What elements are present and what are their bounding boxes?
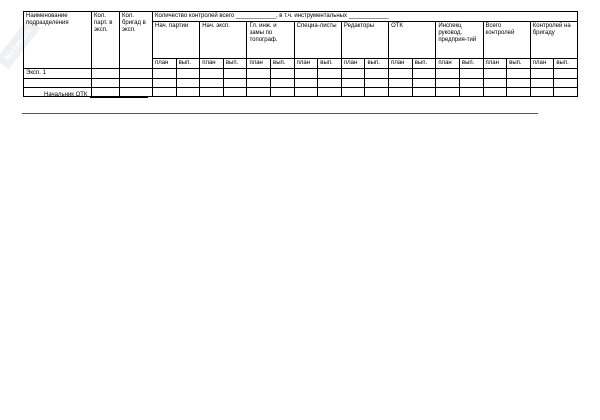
table-cell bbox=[389, 88, 413, 97]
signature-blank bbox=[90, 97, 148, 98]
group-header: Специа-листы bbox=[294, 22, 341, 59]
table-cell bbox=[223, 79, 247, 88]
table-cell bbox=[271, 88, 295, 97]
header-department: Наименование подразделения bbox=[24, 12, 92, 69]
table-cell bbox=[153, 69, 177, 79]
table-cell bbox=[507, 79, 531, 88]
table-cell bbox=[365, 69, 389, 79]
table-cell bbox=[294, 88, 318, 97]
table-cell bbox=[176, 69, 200, 79]
table-cell bbox=[318, 88, 342, 97]
table-cell bbox=[365, 79, 389, 88]
group-header: ОТК bbox=[389, 22, 436, 59]
table-cell bbox=[412, 88, 436, 97]
plan-header: план bbox=[294, 59, 318, 69]
table-cell bbox=[24, 79, 92, 88]
table-cell bbox=[120, 69, 153, 79]
table-cell bbox=[341, 79, 365, 88]
header-row-1 bbox=[24, 12, 578, 22]
table-cell bbox=[92, 69, 120, 79]
table-cell bbox=[365, 88, 389, 97]
group-header: Всего контролей bbox=[483, 22, 530, 59]
table-cell bbox=[153, 88, 177, 97]
table-cell bbox=[271, 69, 295, 79]
done-header: вып. bbox=[507, 59, 531, 69]
plan-header: план bbox=[530, 59, 554, 69]
table-cell bbox=[247, 79, 271, 88]
table-cell bbox=[389, 69, 413, 79]
table-cell bbox=[247, 88, 271, 97]
plan-header: план bbox=[436, 59, 460, 69]
signature-line bbox=[44, 92, 148, 98]
table-cell bbox=[530, 88, 554, 97]
table-row-blank bbox=[24, 79, 578, 88]
table-cell bbox=[459, 88, 483, 97]
done-header: вып. bbox=[554, 59, 578, 69]
group-header: Контролей на бригаду bbox=[530, 22, 577, 59]
table-cell bbox=[271, 79, 295, 88]
table-cell bbox=[223, 69, 247, 79]
table-cell bbox=[530, 79, 554, 88]
header-controls-total: Количество контролей всего ____________, в т.ч. инструментальных ____________ bbox=[153, 12, 578, 22]
done-header: вып. bbox=[271, 59, 295, 69]
plan-header: план bbox=[247, 59, 271, 69]
table-cell bbox=[436, 69, 460, 79]
table-cell bbox=[200, 79, 224, 88]
plan-header: план bbox=[153, 59, 177, 69]
table-cell bbox=[200, 88, 224, 97]
table-cell bbox=[459, 79, 483, 88]
table-cell bbox=[200, 69, 224, 79]
table-cell bbox=[436, 88, 460, 97]
table-cell bbox=[507, 69, 531, 79]
group-header: Гл. инж. и замы по топограф. bbox=[247, 22, 294, 59]
table-cell bbox=[483, 88, 507, 97]
table-cell bbox=[223, 88, 247, 97]
table-cell bbox=[436, 79, 460, 88]
plan-header: план bbox=[200, 59, 224, 69]
done-header: вып. bbox=[223, 59, 247, 69]
done-header: вып. bbox=[176, 59, 200, 69]
group-header: Нач. эксп. bbox=[200, 22, 247, 59]
signature-label: Начальник ОТК bbox=[44, 92, 88, 98]
group-header: Нач. партии bbox=[153, 22, 200, 59]
page-divider bbox=[22, 113, 538, 114]
done-header: вып. bbox=[365, 59, 389, 69]
table-row bbox=[24, 69, 578, 79]
table-cell bbox=[412, 79, 436, 88]
table-cell bbox=[507, 88, 531, 97]
watermark-text: Normalx bbox=[0, 19, 40, 69]
table-cell bbox=[318, 79, 342, 88]
table-cell bbox=[459, 69, 483, 79]
table-cell bbox=[483, 69, 507, 79]
table-cell bbox=[530, 69, 554, 79]
header-brigades: Кол. бригад в эксп. bbox=[120, 12, 153, 69]
plan-header: план bbox=[389, 59, 413, 69]
table-cell bbox=[294, 69, 318, 79]
header-parties: Кол. парт. в эксп. bbox=[92, 12, 120, 69]
table-cell bbox=[341, 88, 365, 97]
controls-report-table bbox=[23, 11, 578, 97]
table-cell bbox=[294, 79, 318, 88]
table-cell bbox=[176, 88, 200, 97]
table-cell bbox=[120, 79, 153, 88]
table-cell bbox=[389, 79, 413, 88]
table-cell bbox=[176, 79, 200, 88]
done-header: вып. bbox=[459, 59, 483, 69]
table-cell bbox=[318, 69, 342, 79]
group-header: Редакторы bbox=[341, 22, 388, 59]
table-cell bbox=[554, 79, 578, 88]
table-cell bbox=[341, 69, 365, 79]
row-department: Эксп. 1 bbox=[24, 69, 92, 79]
table-cell bbox=[483, 79, 507, 88]
plan-header: план bbox=[483, 59, 507, 69]
group-header: Инспекц руковод. предприя-тий bbox=[436, 22, 483, 59]
done-header: вып. bbox=[318, 59, 342, 69]
plan-header: план bbox=[341, 59, 365, 69]
table-cell bbox=[554, 69, 578, 79]
done-header: вып. bbox=[412, 59, 436, 69]
table-cell bbox=[153, 79, 177, 88]
table-cell bbox=[92, 79, 120, 88]
table-cell bbox=[247, 69, 271, 79]
table-cell bbox=[412, 69, 436, 79]
table-cell bbox=[554, 88, 578, 97]
